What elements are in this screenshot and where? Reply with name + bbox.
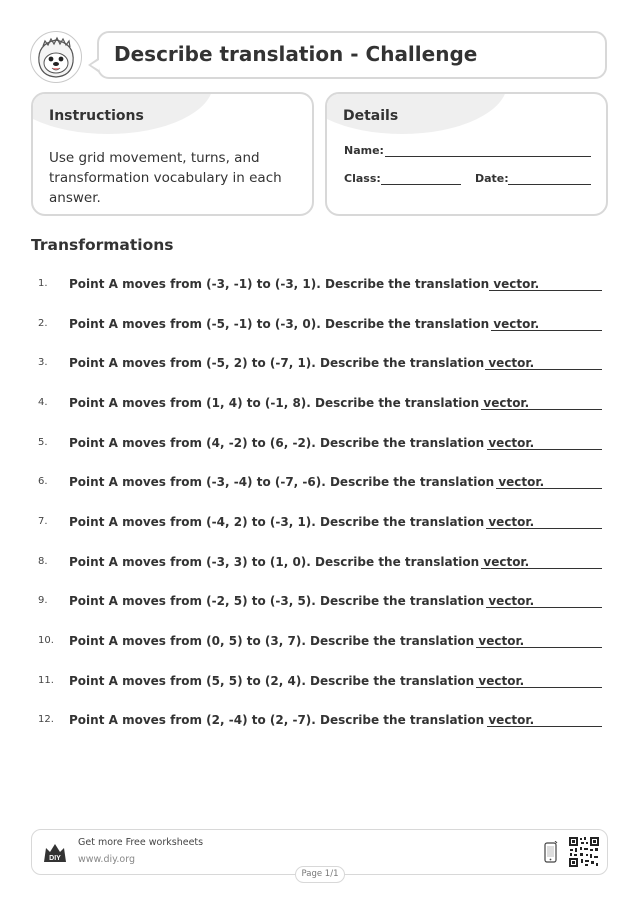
footer-promo-text: Get more Free worksheets <box>78 837 204 848</box>
question-number: 7. <box>38 516 48 527</box>
details-card <box>325 92 608 216</box>
date-label: Date: <box>475 172 509 185</box>
question-number: 4. <box>38 397 48 408</box>
question-row <box>38 672 602 692</box>
yeti-mascot-icon <box>30 31 82 83</box>
question-text: Point A moves from (-3, -1) to (-3, 1). Describe the translation vector. <box>69 277 540 291</box>
section-title: Transformations <box>31 236 174 254</box>
question-text: Point A moves from (-4, 2) to (-3, 1). Describe the translation vector. <box>69 515 535 529</box>
answer-line[interactable] <box>487 726 602 727</box>
qr-code-icon[interactable] <box>568 836 600 868</box>
question-text: Point A moves from (1, 4) to (-1, 8). Describe the translation vector. <box>69 396 530 410</box>
answer-line[interactable] <box>486 607 602 608</box>
question-text: Point A moves from (2, -4) to (2, -7). Describe the translation vector. <box>69 713 535 727</box>
question-row <box>38 592 602 612</box>
question-number: 2. <box>38 318 48 329</box>
question-text: Point A moves from (5, 5) to (2, 4). Describe the translation vector. <box>69 674 525 688</box>
instructions-heading: Instructions <box>49 108 144 124</box>
question-text: Point A moves from (-3, -4) to (-7, -6). Describe the translation vector. <box>69 475 545 489</box>
answer-line[interactable] <box>481 568 602 569</box>
question-row <box>38 711 602 731</box>
question-text: Point A moves from (-2, 5) to (-3, 5). Describe the translation vector. <box>69 594 535 608</box>
answer-line[interactable] <box>489 290 602 291</box>
diy-logo-text: DIY <box>49 855 61 862</box>
answer-line[interactable] <box>486 528 602 529</box>
question-row <box>38 275 602 295</box>
date-field[interactable] <box>508 184 591 185</box>
question-number: 11. <box>38 675 54 686</box>
name-label: Name: <box>344 144 384 157</box>
answer-line[interactable] <box>487 449 602 450</box>
question-row <box>38 632 602 652</box>
answer-line[interactable] <box>496 488 602 489</box>
question-text: Point A moves from (-3, 3) to (1, 0). Describe the translation vector. <box>69 555 530 569</box>
question-row <box>38 315 602 335</box>
title-bubble-tail-inner <box>91 60 99 70</box>
question-text: Point A moves from (0, 5) to (3, 7). Describe the translation vector. <box>69 634 525 648</box>
question-text: Point A moves from (4, -2) to (6, -2). Describe the translation vector. <box>69 436 535 450</box>
question-row <box>38 354 602 374</box>
instructions-card <box>31 92 314 216</box>
question-text: Point A moves from (-5, 2) to (-7, 1). Describe the translation vector. <box>69 356 535 370</box>
question-number: 3. <box>38 357 48 368</box>
answer-line[interactable] <box>481 409 602 410</box>
question-number: 12. <box>38 714 54 725</box>
page-title: Describe translation - Challenge <box>114 42 478 66</box>
question-row <box>38 434 602 454</box>
question-number: 8. <box>38 556 48 567</box>
answer-line[interactable] <box>491 330 602 331</box>
answer-line[interactable] <box>476 647 602 648</box>
question-row <box>38 473 602 493</box>
class-label: Class: <box>344 172 381 185</box>
diy-logo-icon <box>42 840 68 866</box>
details-heading: Details <box>343 108 399 124</box>
instructions-text: Use grid movement, turns, and transformation vocabulary in each answer. <box>49 150 282 206</box>
class-field[interactable] <box>381 184 461 185</box>
title-box <box>97 31 607 79</box>
question-row <box>38 553 602 573</box>
footer-url-link[interactable]: www.diy.org <box>78 854 135 865</box>
phone-icon <box>544 841 558 863</box>
question-number: 1. <box>38 278 48 289</box>
answer-line[interactable] <box>476 687 602 688</box>
answer-line[interactable] <box>485 369 602 370</box>
question-number: 10. <box>38 635 54 646</box>
name-field[interactable] <box>385 156 591 157</box>
question-text: Point A moves from (-5, -1) to (-3, 0). Describe the translation vector. <box>69 317 540 331</box>
question-row <box>38 513 602 533</box>
question-number: 9. <box>38 595 48 606</box>
question-number: 5. <box>38 437 48 448</box>
question-number: 6. <box>38 476 48 487</box>
page-number-badge: Page 1/1 <box>295 866 345 883</box>
question-row <box>38 394 602 414</box>
